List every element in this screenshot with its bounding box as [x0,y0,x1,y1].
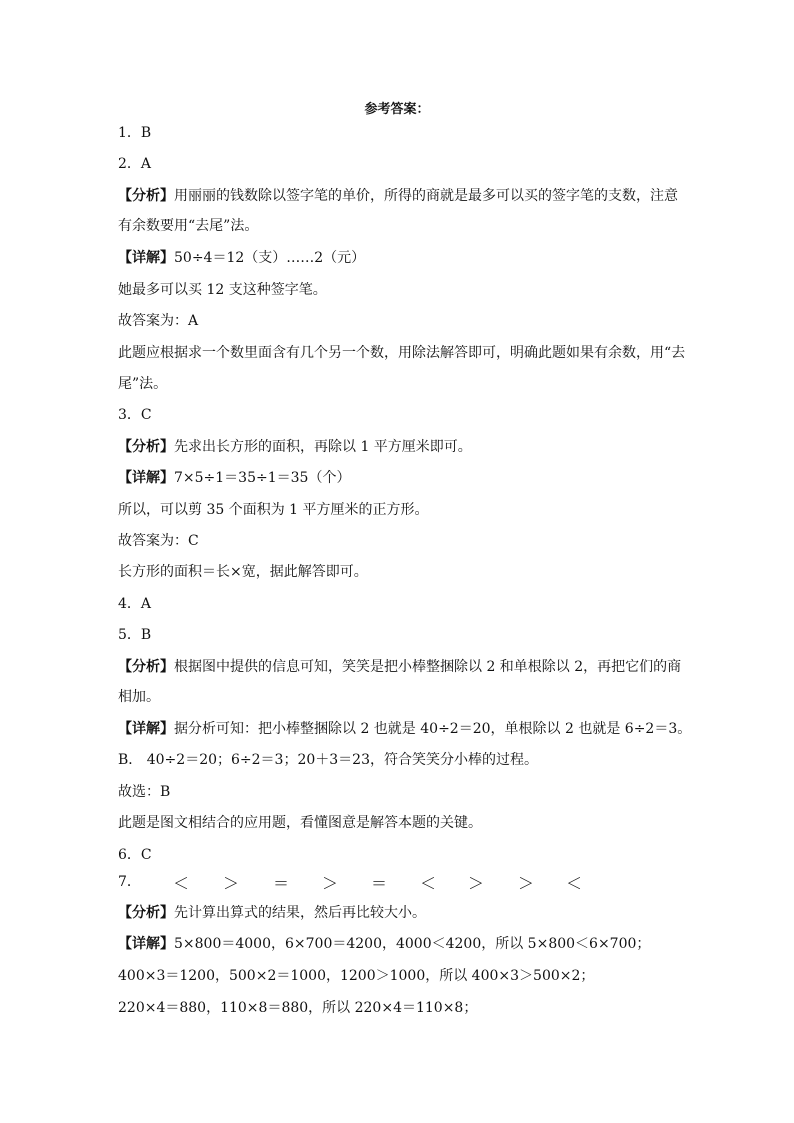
detail-tag: 【详解】 [118,721,174,737]
comparison-symbol: ＞ [468,874,485,893]
analysis-tag: 【分析】 [118,659,174,675]
answer-line: 4．A [118,596,152,612]
detail-line: 【详解】50÷4＝12（支）……2（元） [118,250,366,266]
analysis-tag: 【分析】 [118,188,174,204]
comparison-symbol: ＝ [273,874,290,893]
question-number: 7． [118,874,141,890]
analysis-tag: 【分析】 [118,439,174,455]
answer-conclusion: 故选：B [118,784,171,800]
analysis-line: 【分析】用丽丽的钱数除以签字笔的单价，所得的商就是最多可以买的签字笔的支数，注意 [118,188,678,204]
comparison-symbol: ＜ [420,874,437,893]
answer-line: 6．C [118,847,152,863]
text-line: 此题是图文相结合的应用题，看懂图意是解答本题的关键。 [118,815,482,831]
page-title: 参考答案： [364,102,430,117]
detail-tag: 【详解】 [118,936,174,952]
analysis-line: 【分析】根据图中提供的信息可知，笑笑是把小棒整捆除以 2 和单根除以 2，再把它们的商 [118,659,682,675]
comparison-symbol: ＜ [173,874,190,893]
detail-tag: 【详解】 [118,470,174,486]
analysis-line: 【分析】先计算出算式的结果，然后再比较大小。 [118,905,426,921]
answer-conclusion: 故答案为：C [118,533,199,549]
comparison-symbol: ＞ [322,874,339,893]
comparison-symbol: ＞ [223,874,240,893]
detail-tag: 【详解】 [118,250,174,266]
text-line: 她最多可以买 12 支这种签字笔。 [118,282,327,298]
text-line: 所以，可以剪 35 个面积为 1 平方厘米的正方形。 [118,502,429,518]
answer-conclusion: 故答案为：A [118,313,199,329]
text-line: 有余数要用“去尾”法。 [118,218,259,234]
analysis-line: 【分析】先求出长方形的面积，再除以 1 平方厘米即可。 [118,439,472,455]
text-line: 400×3＝1200，500×2＝1000，1200＞1000，所以 400×3＞500×2； [118,968,595,984]
analysis-tag: 【分析】 [118,905,174,921]
question-7-row [118,871,688,891]
detail-line: 【详解】7×5÷1＝35÷1＝35（个） [118,470,351,486]
text-line: B． 40÷2＝20；6÷2＝3；20＋3＝23，符合笑笑分小棒的过程。 [118,752,538,768]
detail-line: 【详解】据分析可知：把小棒整捆除以 2 也就是 40÷2＝20，单根除以 2 也就是 6÷2＝3。 [118,721,692,737]
text-line: 相加。 [118,689,160,705]
text-line: 此题应根据求一个数里面含有几个另一个数，用除法解答即可，明确此题如果有余数，用“去 [118,345,686,361]
answer-line: 2．A [118,156,152,172]
comparison-symbol: ＞ [518,874,535,893]
text-line: 220×4＝880，110×8＝880，所以 220×4＝110×8； [118,1000,478,1016]
text-line: 长方形的面积＝长×宽，据此解答即可。 [118,564,368,580]
comparison-symbol: ＜ [566,874,583,893]
answer-line: 3．C [118,407,152,423]
answer-line: 1．B [118,125,152,141]
text-line: 尾”法。 [118,376,168,392]
comparison-symbol: ＝ [371,874,388,893]
detail-line: 【详解】5×800＝4000，6×700＝4200，4000＜4200，所以 5×800＜6×700； [118,936,651,952]
answer-line: 5．B [118,627,152,643]
